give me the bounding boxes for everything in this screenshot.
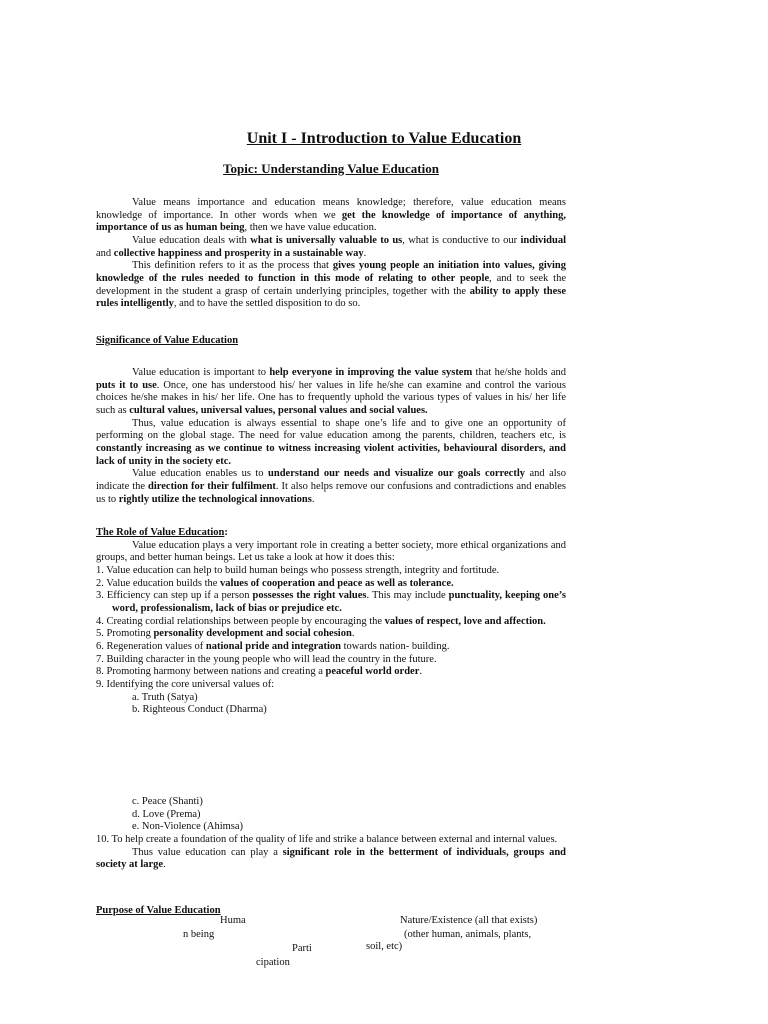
- sub-list-item: d. Love (Prema): [132, 808, 201, 820]
- purpose-heading: Purpose of Value Education: [96, 905, 221, 916]
- list-item: 10. To help create a foundation of the quality of life and strike a balance between external and internal values.: [96, 833, 558, 845]
- page-title: Unit I - Introduction to Value Education: [246, 130, 522, 147]
- role-heading: The Role of Value Education: [96, 527, 225, 538]
- significance-paragraph-1: Value education is important to help everyone in improving the value system that he/she holds and puts it to use. Once, one has understood his/ her values in life he/she can examine and control the various choices he/she makes in his/ her life. One has to frequently uphold the various types of values in his/ her life such as cultural values, universal values, personal values and social values.: [96, 367, 566, 416]
- role-heading-colon: :: [224, 527, 228, 538]
- significance-section: [96, 367, 566, 506]
- diagram-label-parti: Parti: [292, 943, 312, 954]
- topic-heading: Topic: Understanding Value Education: [223, 161, 439, 176]
- intro-section: [96, 197, 566, 311]
- list-item: 3. Efficiency can step up if a person possesses the right values. This may include punctuality, keeping one’s word, professionalism, lack of bias or prejudice etc.: [96, 590, 566, 614]
- significance-heading-block: [96, 335, 566, 348]
- role-intro: Value education plays a very important role in creating a better society, more ethical organizations and groups, and better human beings. Let us take a look at how it does this:: [96, 539, 566, 564]
- list-item: 7. Building character in the young people who will lead the country in the future.: [96, 653, 437, 665]
- significance-heading: Significance of Value Education: [96, 335, 239, 346]
- intro-paragraph-2: Value education deals with what is universally valuable to us, what is conductive to our individual and collective happiness and prosperity in a sustainable way.: [96, 234, 566, 259]
- diagram-label-other: (other human, animals, plants,: [404, 929, 532, 940]
- diagram-label-nature: Nature/Existence (all that exists): [400, 915, 538, 926]
- diagram-label-soil: soil, etc): [366, 941, 403, 952]
- list-item: 1. Value education can help to build human beings who possess strength, integrity and fortitude.: [96, 564, 500, 576]
- list-item: 8. Promoting harmony between nations and creating a peaceful world order.: [96, 666, 423, 678]
- purpose-heading-block: [96, 905, 221, 918]
- list-item: 5. Promoting personality development and social cohesion.: [96, 628, 355, 640]
- role-closing: Thus value education can play a significant role in the betterment of individuals, groups and society at large.: [96, 846, 566, 871]
- diagram-label-huma: Huma: [220, 915, 246, 926]
- role-section: [96, 527, 566, 717]
- intro-paragraph-1: Value means importance and education means knowledge; therefore, value education means knowledge of importance. In other words when we get the knowledge of importance of anything, importance of us as human being, then we have value education.: [96, 197, 566, 234]
- significance-paragraph-2: Thus, value education is always essential to shape one’s life and to give one an opportunity of performing on the global stage. The need for value education among the parents, children, teachers etc, is constantly increasing as we continue to witness increasing violent activities, behavioural disorders, and lack of unity in the society etc.: [96, 417, 566, 467]
- role-section-continued: [96, 796, 566, 872]
- intro-paragraph-3: This definition refers to it as the process that gives young people an initiation into values, giving knowledge of the rules needed to function in this mode of relating to other people, and to seek the development in the student a grasp of certain underlying principles, together with the ability to apply these rules intelligently, and to have the settled disposition to do so.: [96, 260, 567, 310]
- significance-paragraph-3: Value education enables us to understand our needs and visualize our goals correctly and also indicate the direction for their fulfilment. It also helps remove our confusions and contradictions and enables us to rightly utilize the technological innovations.: [96, 468, 567, 505]
- list-item: 2. Value education builds the values of cooperation and peace as well as tolerance.: [96, 577, 454, 589]
- sub-list-item: a. Truth (Satya): [132, 691, 198, 703]
- sub-list-item: c. Peace (Shanti): [132, 796, 203, 807]
- list-item: 6. Regeneration values of national pride and integration towards nation- building.: [96, 640, 450, 652]
- list-item: 4. Creating cordial relationships between people by encouraging the values of respect, love and affection.: [96, 615, 546, 627]
- role-heading-line: [96, 527, 566, 540]
- sub-list-item: e. Non-Violence (Ahimsa): [132, 821, 244, 833]
- diagram-label-n-being: n being: [183, 929, 215, 940]
- diagram-label-cipation: cipation: [256, 957, 290, 968]
- sub-list-item: b. Righteous Conduct (Dharma): [132, 704, 267, 716]
- list-item: 9. Identifying the core universal values of:: [96, 678, 275, 690]
